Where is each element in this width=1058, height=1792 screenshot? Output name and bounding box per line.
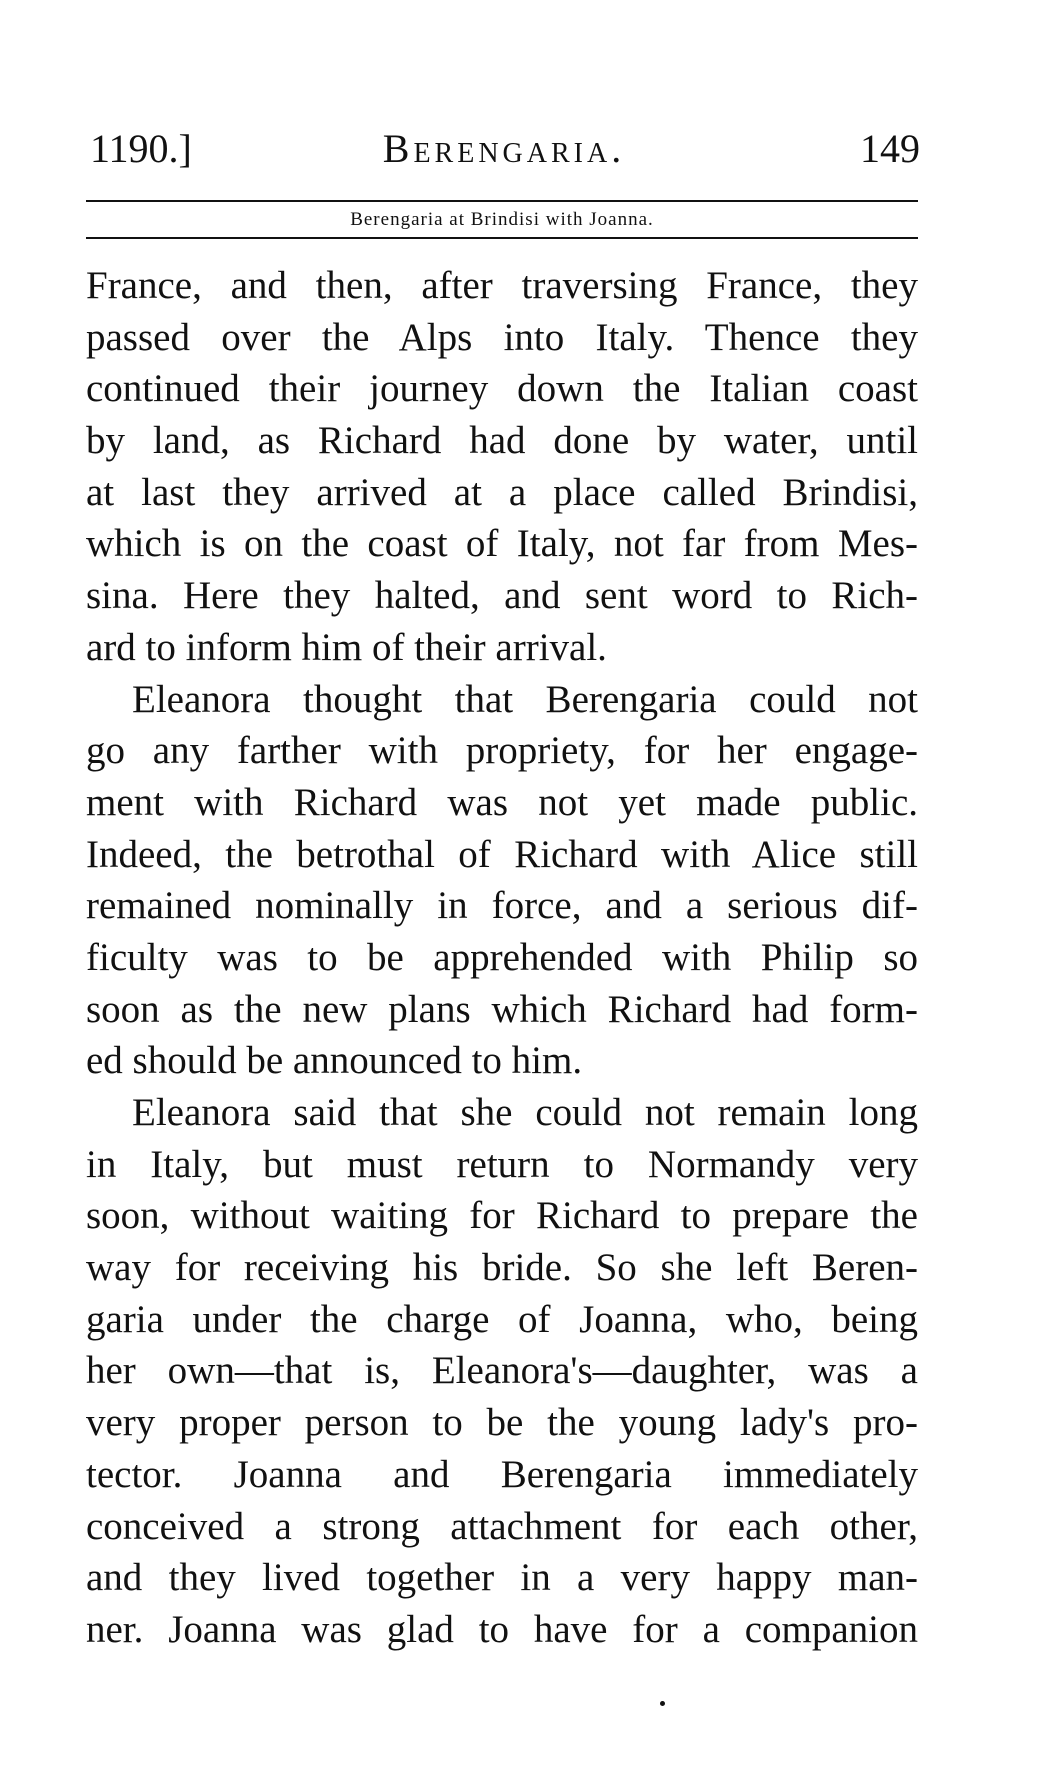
running-head	[86, 124, 922, 174]
section-subheading: Berengaria at Brindisi with Joanna.	[350, 209, 654, 230]
text-line: ed should be announced to him.	[86, 1039, 583, 1083]
text-line: continued their journey down the Italian coast	[86, 367, 918, 411]
text-line: tector. Joanna and Berengaria immediately	[86, 1452, 918, 1496]
printer-mark	[660, 1701, 665, 1706]
text-line: very proper person to be the young lady's pro-	[86, 1401, 918, 1445]
header-rule-top	[86, 200, 918, 202]
text-line: way for receiving his bride. So she left Beren-	[86, 1246, 918, 1290]
paragraph	[86, 260, 918, 674]
text-line: ficulty was to be apprehended with Philip so	[86, 935, 918, 979]
text-line: garia under the charge of Joanna, who, being	[86, 1297, 918, 1341]
text-line: in Italy, but must return to Normandy very	[86, 1142, 918, 1186]
header-rule-bottom	[86, 237, 918, 239]
text-line: Eleanora said that she could not remain long	[132, 1091, 918, 1134]
page-number: 149	[860, 126, 920, 171]
text-line: and they lived together in a very happy man-	[86, 1556, 918, 1600]
text-line: France, and then, after traversing France, they	[86, 264, 918, 307]
paragraph	[86, 674, 918, 1088]
text-line: ment with Richard was not yet made public.	[86, 780, 918, 824]
text-line: which is on the coast of Italy, not far from Mes-	[86, 522, 918, 566]
text-line: go any farther with propriety, for her engage-	[86, 729, 918, 773]
paragraph	[86, 1087, 918, 1656]
text-line: remained nominally in force, and a serious dif-	[86, 884, 918, 928]
text-line: ard to inform him of their arrival.	[86, 625, 607, 669]
text-line: soon as the new plans which Richard had form-	[86, 987, 918, 1031]
text-line: ner. Joanna was glad to have for a companion	[86, 1607, 918, 1651]
running-head-title: Berengaria.	[382, 126, 626, 171]
text-line: her own—that is, Eleanora's—daughter, was a	[86, 1349, 918, 1393]
text-line: sina. Here they halted, and sent word to Rich-	[86, 574, 918, 618]
text-line: at last they arrived at a place called Brindisi,	[86, 470, 918, 514]
text-line: passed over the Alps into Italy. Thence they	[86, 315, 918, 359]
running-head-year: 1190.]	[90, 126, 192, 171]
text-line: Eleanora thought that Berengaria could not	[132, 677, 918, 721]
text-line: conceived a strong attachment for each other,	[86, 1504, 918, 1548]
text-line: Indeed, the betrothal of Richard with Alice still	[86, 832, 918, 876]
body-text	[86, 260, 918, 1656]
text-line: soon, without waiting for Richard to prepare the	[86, 1194, 918, 1238]
text-line: by land, as Richard had done by water, until	[86, 419, 918, 463]
